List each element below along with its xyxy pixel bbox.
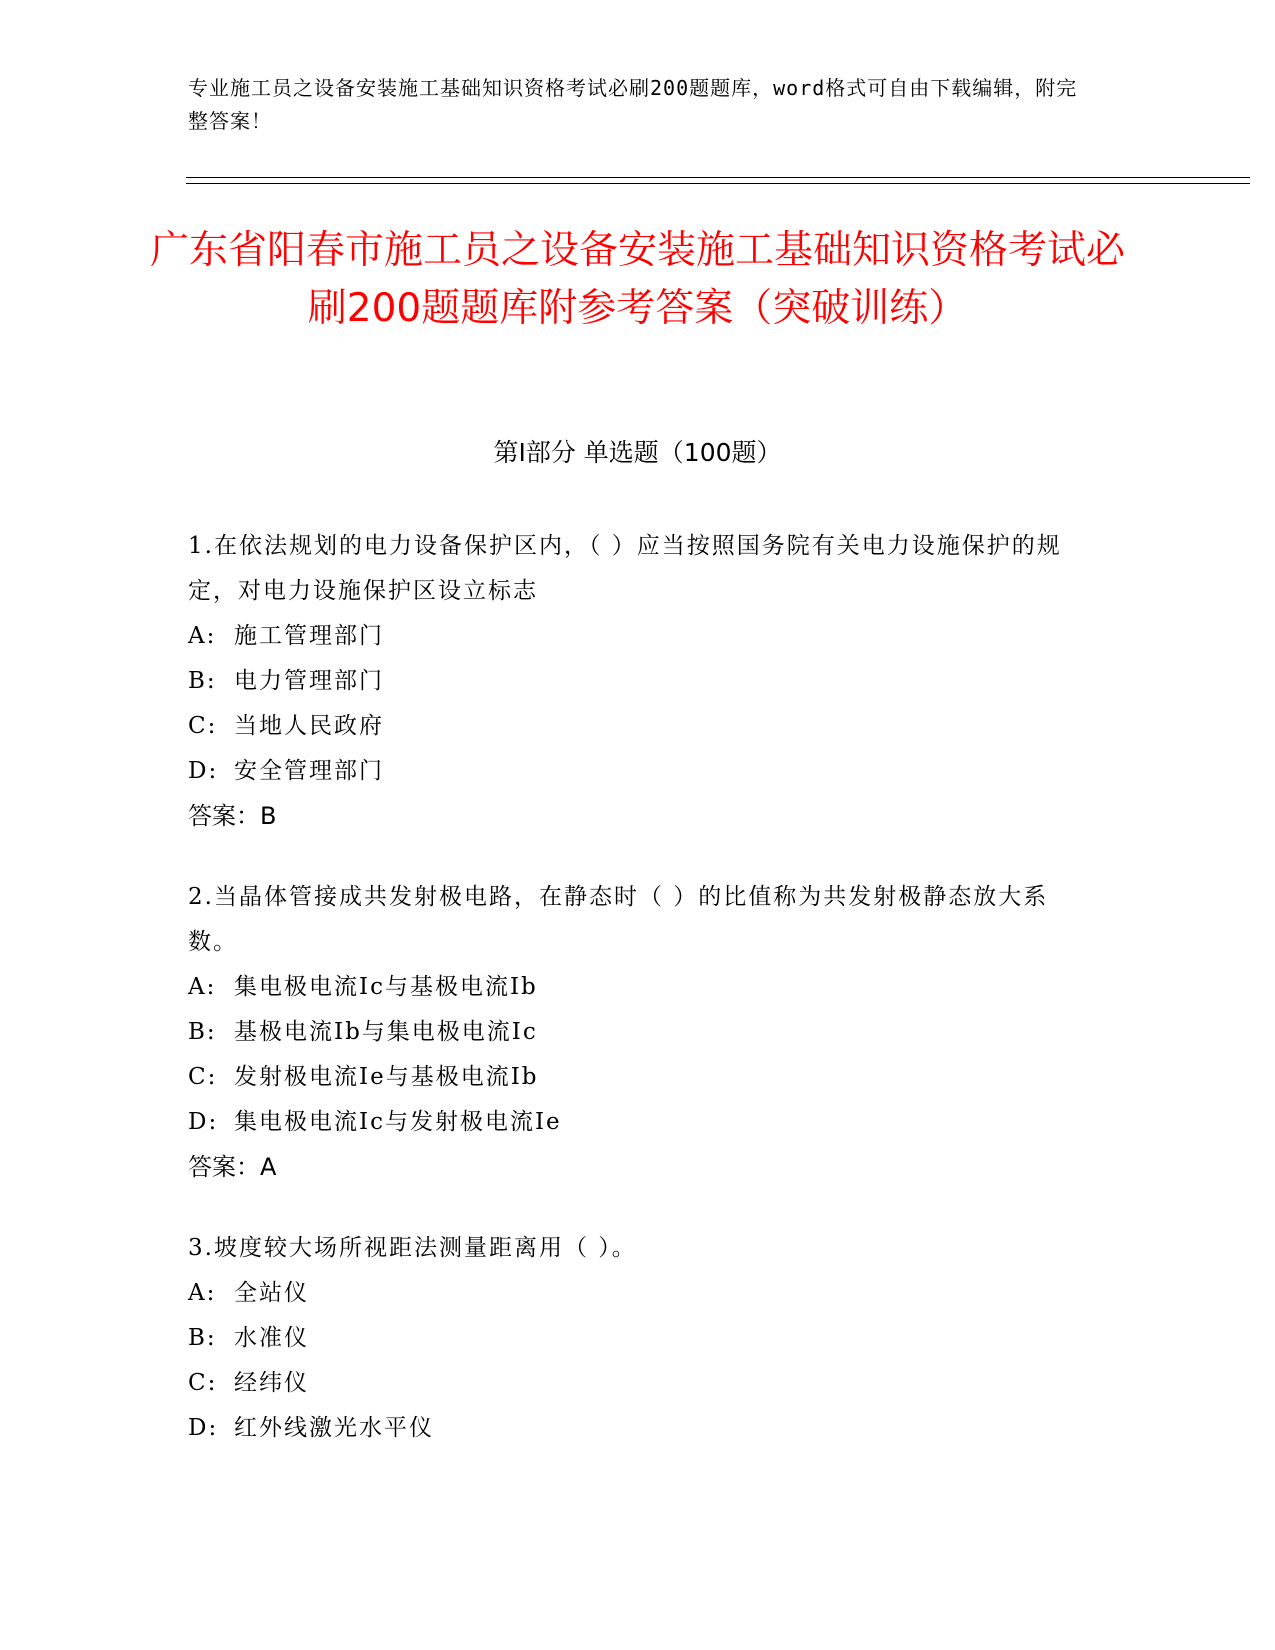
option-text: 水准仪	[234, 1325, 309, 1351]
option-letter: B:	[188, 1019, 217, 1045]
option-text: 红外线激光水平仪	[234, 1415, 434, 1441]
question-list	[188, 524, 1088, 1487]
question-3	[188, 1226, 1088, 1451]
option-c	[188, 1055, 1088, 1100]
option-text: 当地人民政府	[234, 713, 384, 739]
option-c	[188, 704, 1088, 749]
option-letter: C:	[188, 1064, 218, 1090]
option-letter: D:	[188, 1415, 219, 1441]
option-text: 经纬仪	[234, 1370, 309, 1396]
option-b	[188, 1316, 1088, 1361]
option-letter: A:	[188, 1280, 217, 1306]
question-stem: 1.在依法规划的电力设备保护区内，（ ）应当按照国务院有关电力设施保护的规定，对电力设施保护区设立标志	[188, 533, 1062, 604]
option-text: 基极电流Ib与集电极电流Ic	[234, 1019, 538, 1045]
option-d	[188, 1100, 1088, 1145]
answer-line: 答案：A	[188, 1153, 277, 1181]
option-c	[188, 1361, 1088, 1406]
option-b	[188, 1010, 1088, 1055]
option-text: 集电极电流Ic与基极电流Ib	[234, 974, 538, 1000]
option-text: 发射极电流Ie与基极电流Ib	[234, 1064, 539, 1090]
option-text: 电力管理部门	[234, 668, 384, 694]
answer-line: 答案：B	[188, 802, 277, 830]
option-letter: B:	[188, 668, 217, 694]
question-stem: 3.坡度较大场所视距法测量距离用（ ）。	[188, 1235, 637, 1261]
option-letter: A:	[188, 623, 217, 649]
option-letter: C:	[188, 713, 218, 739]
option-letter: D:	[188, 758, 219, 784]
option-letter: B:	[188, 1325, 217, 1351]
option-text: 安全管理部门	[234, 758, 384, 784]
question-2	[188, 875, 1088, 1190]
option-text: 全站仪	[234, 1280, 309, 1306]
header-note: 专业施工员之设备安装施工基础知识资格考试必刷200题题库，word格式可自由下载编辑，附完整答案！	[188, 76, 1078, 133]
header-divider-bottom	[186, 183, 1250, 184]
option-b	[188, 659, 1088, 704]
question-1	[188, 524, 1088, 839]
question-stem: 2.当晶体管接成共发射极电路，在静态时（ ）的比值称为共发射极静态放大系数。	[188, 884, 1049, 955]
option-text: 施工管理部门	[234, 623, 384, 649]
option-d	[188, 1406, 1088, 1451]
document-title: 广东省阳春市施工员之设备安装施工基础知识资格考试必刷200题题库附参考答案（突破训练）	[150, 228, 1126, 331]
option-d	[188, 749, 1088, 794]
option-letter: C:	[188, 1370, 218, 1396]
option-letter: D:	[188, 1109, 219, 1135]
option-text: 集电极电流Ic与发射极电流Ie	[234, 1109, 562, 1135]
option-a	[188, 965, 1088, 1010]
option-letter: A:	[188, 974, 217, 1000]
section-title: 第Ⅰ部分 单选题（100题）	[493, 438, 782, 467]
header-divider-top	[186, 177, 1250, 178]
option-a	[188, 614, 1088, 659]
option-a	[188, 1271, 1088, 1316]
